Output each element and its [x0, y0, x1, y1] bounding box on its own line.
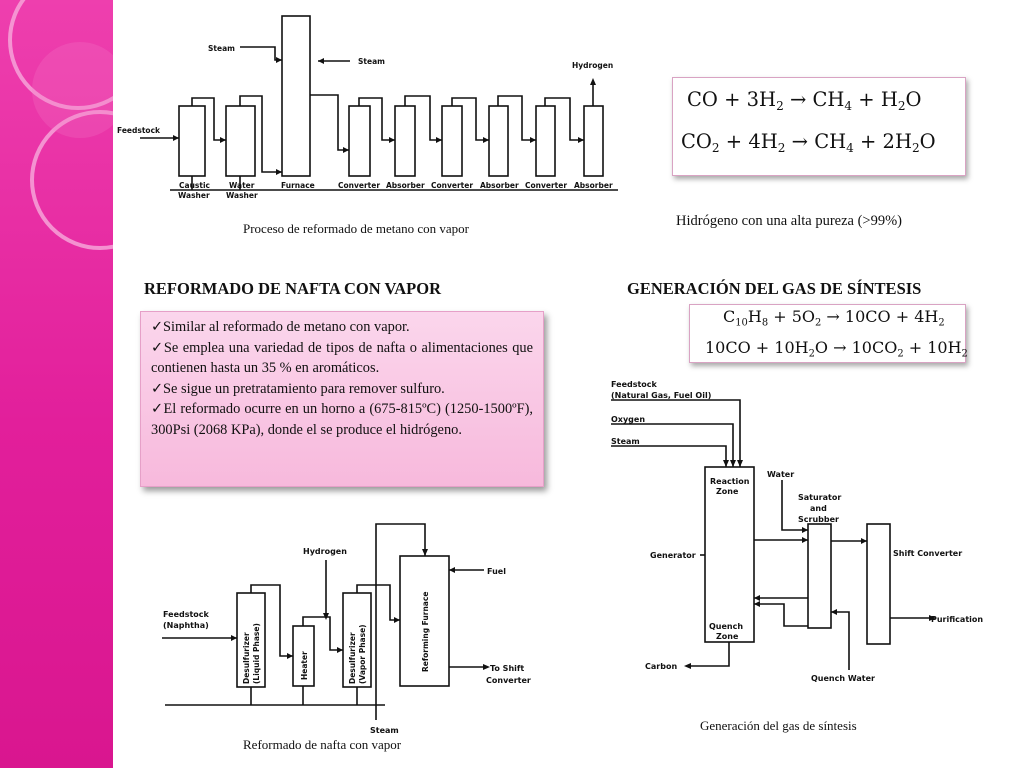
heading-naphtha: REFORMADO DE NAFTA CON VAPOR [144, 279, 442, 298]
label-feedstock: Feedstock [163, 610, 209, 619]
label-quench-water: Quench Water [811, 674, 875, 683]
label-quench-zone: Zone [716, 632, 739, 641]
caption-syngas: Generación del gas de síntesis [700, 718, 857, 733]
equation-syngas-2: $10CO + 10H_2O \to 10CO_2 + 10H_2$ [705, 338, 968, 360]
caption-naphtha: Reformado de nafta con vapor [243, 737, 402, 752]
label-absorber-2: Absorber [480, 181, 519, 190]
label-water: Water [229, 181, 255, 190]
bullet-4: ✓El reformado ocurre en un horno a (675-815ºC) (1250-1500ºF), 300Psi (2068 KPa), donde el se produce el hidrógeno. [151, 401, 533, 438]
heading-syngas: GENERACIÓN DEL GAS DE SÍNTESIS [627, 279, 922, 298]
equation-syngas-1: $C_{10}H_8 + 5O_2 \to 10CO + 4H_2$ [723, 307, 945, 329]
caption-purity: Hidrógeno con una alta pureza (>99%) [676, 213, 902, 229]
label-purification: Purification [931, 615, 984, 624]
bullet-1: ✓Similar al reformado de metano con vapor. [151, 319, 410, 335]
label-reaction: Reaction [710, 477, 750, 486]
equation-methanation-2: $CO_2 + 4H_2 \to CH_4 + 2H_2O$ [681, 130, 936, 156]
label-vapor-phase: (Vapor Phase) [358, 624, 367, 684]
label-steam: Steam [370, 726, 399, 735]
label-steam-top: Steam [208, 44, 235, 53]
label-feedstock-types: (Natural Gas, Fuel Oil) [611, 391, 712, 400]
label-saturator: Saturator [798, 493, 842, 502]
label-scrubber: Scrubber [798, 515, 839, 524]
label-desulfurizer-vapor: Desulfurizer [348, 632, 357, 684]
label-reaction-zone: Zone [716, 487, 739, 496]
label-naphtha: (Naphtha) [163, 621, 209, 630]
caption-methane: Proceso de reformado de metano con vapor [243, 221, 469, 236]
label-desulfurizer-liquid: Desulfurizer [242, 632, 251, 684]
label-shift-converter: Shift Converter [893, 549, 963, 558]
label-liquid-phase: (Liquid Phase) [252, 623, 261, 684]
equation-methanation-1: CO + $3H_2 \to CH_4 + H_2O$ [687, 88, 922, 114]
label-carbon: Carbon [645, 662, 678, 671]
label-furnace: Furnace [281, 181, 315, 190]
label-converter-3: Converter [525, 181, 568, 190]
label-steam-mid: Steam [358, 57, 385, 66]
label-to-shift-converter: Converter [486, 676, 531, 685]
label-saturator-and: and [810, 504, 827, 513]
label-heater: Heater [300, 651, 309, 680]
label-reforming-furnace: Reforming Furnace [421, 591, 430, 672]
label-absorber-3: Absorber [574, 181, 613, 190]
label-caustic-washer: Washer [178, 191, 210, 200]
label-converter-1: Converter [338, 181, 381, 190]
label-to-shift: To Shift [490, 664, 525, 673]
label-converter-2: Converter [431, 181, 474, 190]
label-water-washer: Washer [226, 191, 258, 200]
label-absorber-1: Absorber [386, 181, 425, 190]
bullet-3: ✓Se sigue un pretratamiento para remover sulfuro. [151, 380, 445, 397]
label-water: Water [767, 470, 795, 479]
label-caustic: Caustic [179, 181, 210, 190]
label-feedstock: Feedstock [117, 126, 160, 135]
label-fuel: Fuel [487, 567, 506, 576]
label-hydrogen: Hydrogen [572, 61, 614, 70]
label-quench: Quench [709, 622, 744, 631]
label-steam: Steam [611, 437, 640, 446]
label-oxygen: Oxygen [611, 415, 646, 424]
bullet-2: ✓Se emplea una variedad de tipos de nafta o alimentaciones que contienen hasta un 35 % en aromáticos. [151, 339, 533, 376]
label-generator: Generator [650, 551, 696, 560]
label-feedstock: Feedstock [611, 380, 657, 389]
label-hydrogen: Hydrogen [303, 547, 347, 556]
